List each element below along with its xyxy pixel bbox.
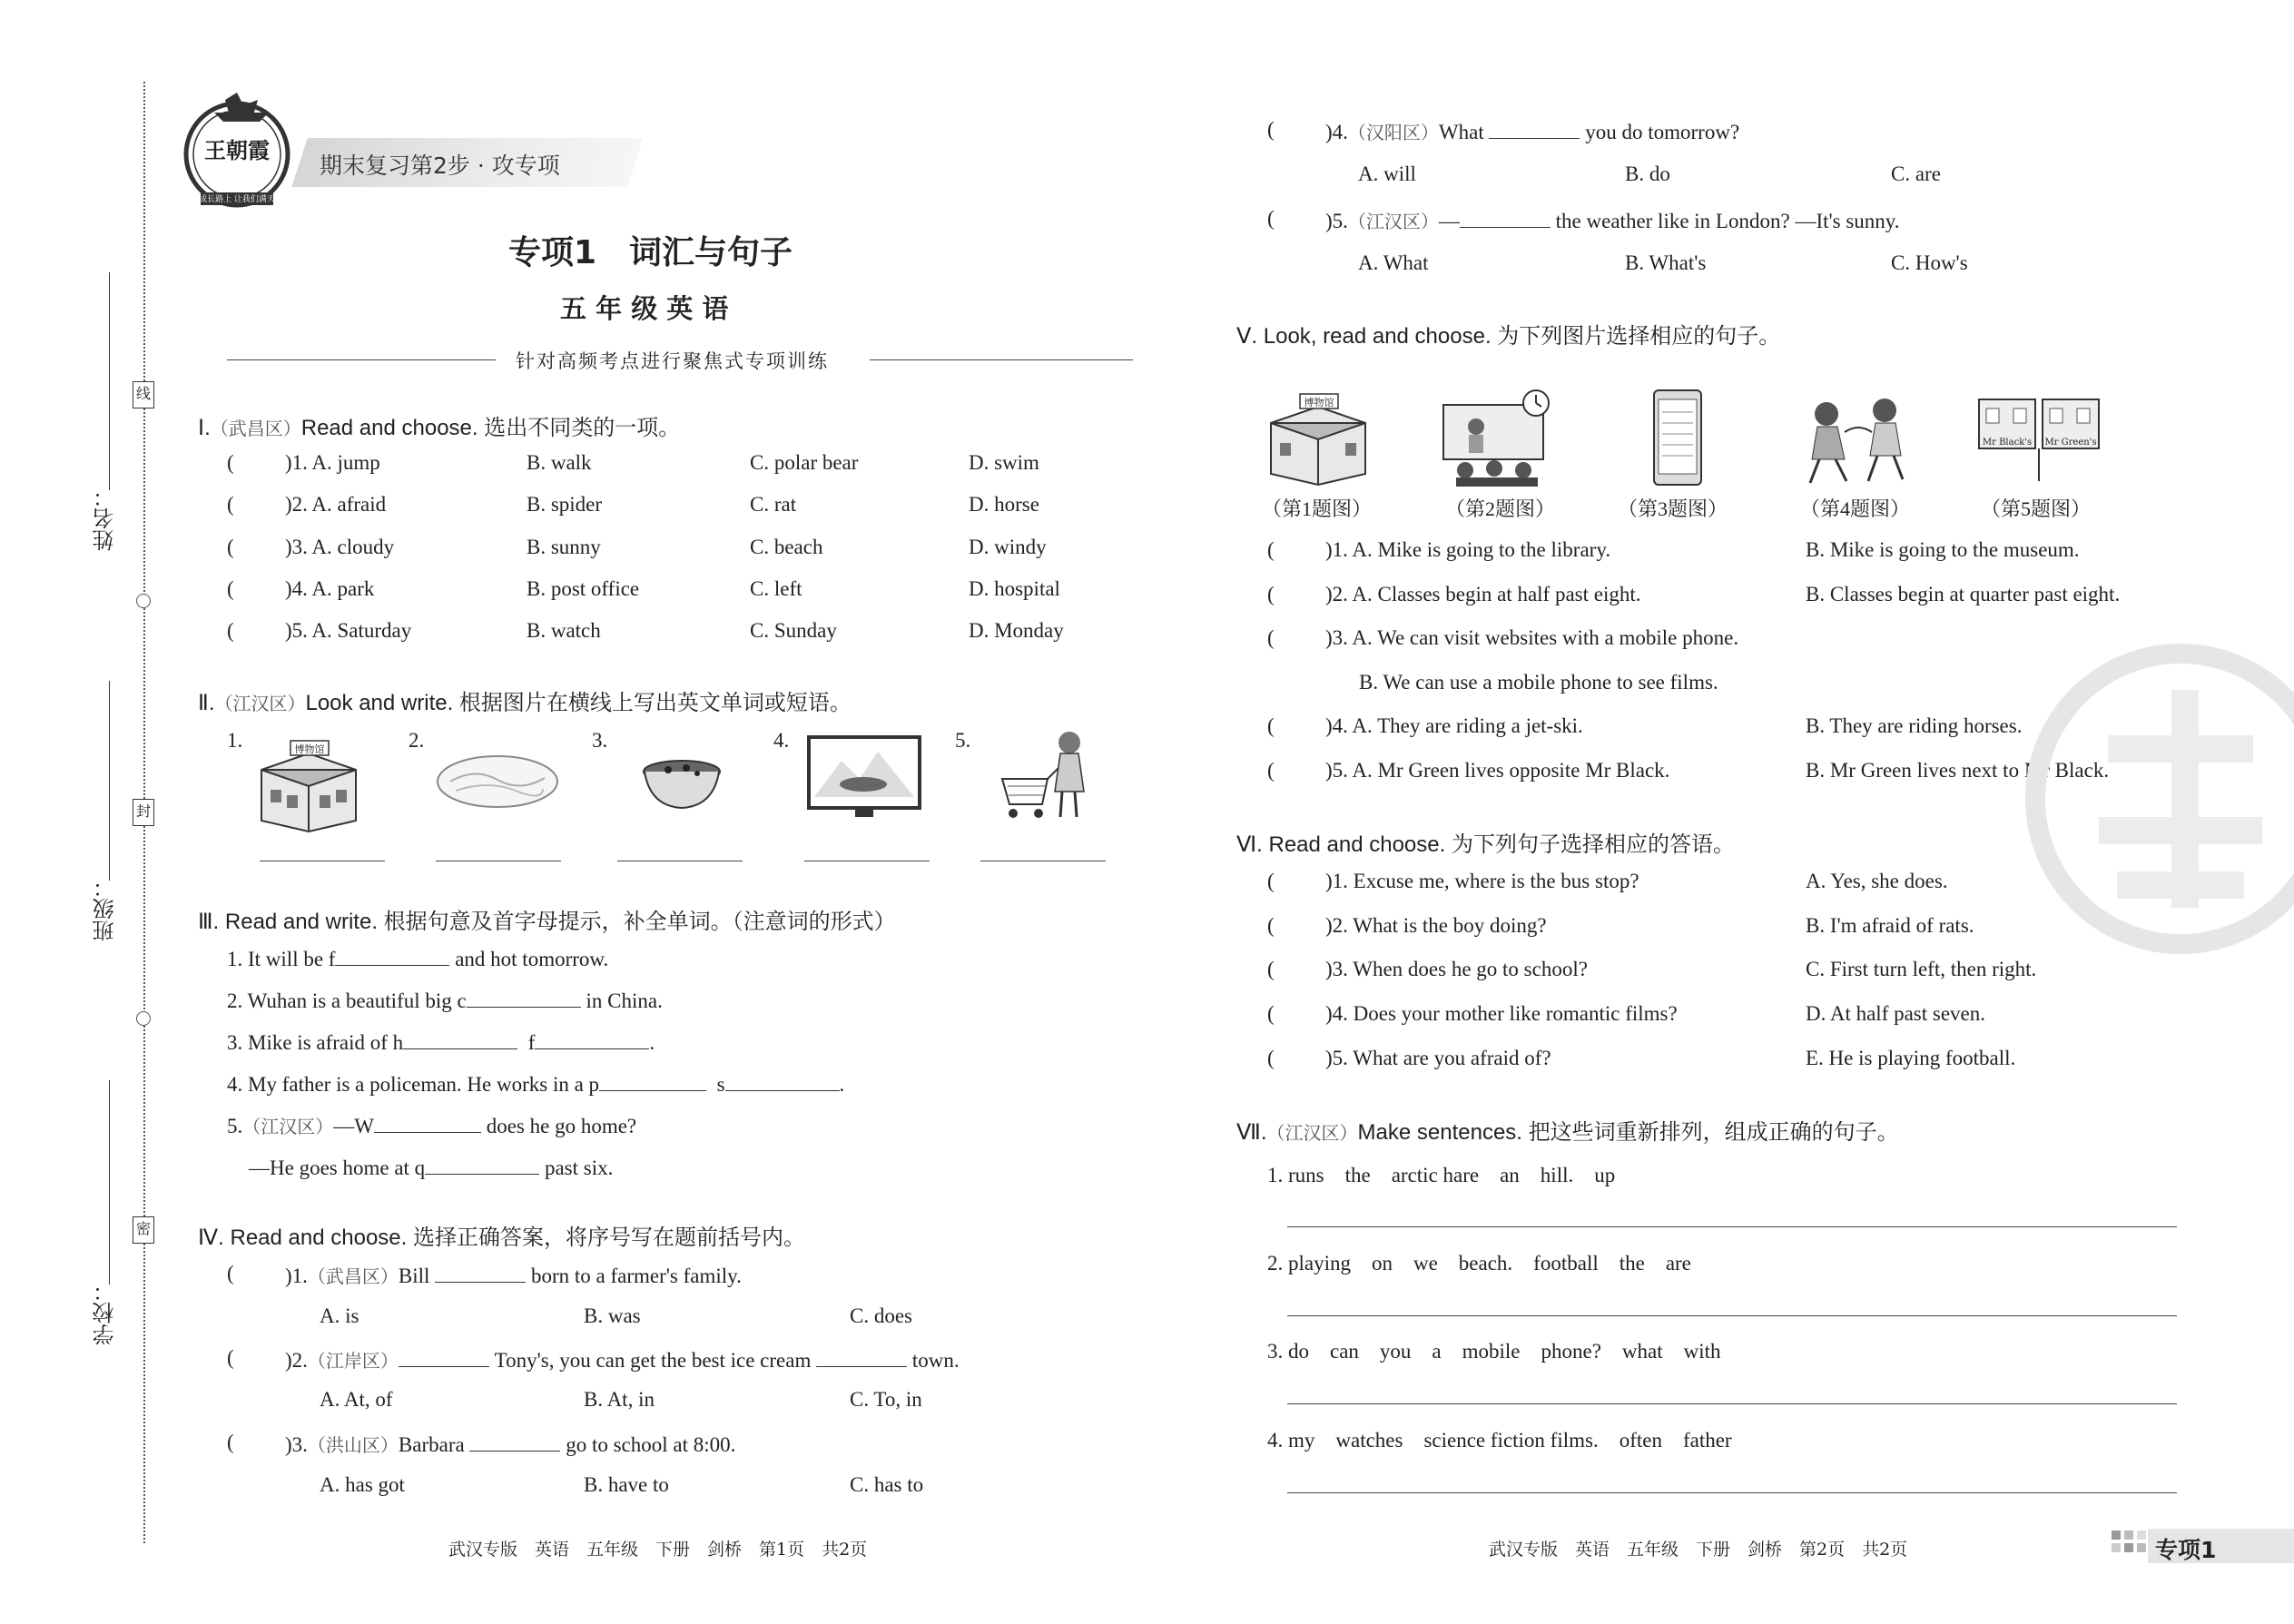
answer-paren[interactable]: ( <box>1267 118 1275 141</box>
s5-q1-a: )1. A. Mike is going to the library. <box>1325 538 1611 561</box>
s4-q3-opt-b: B. have to <box>584 1473 669 1496</box>
s4-q5-opt-a: A. What <box>1358 251 1429 274</box>
name-label: 姓名： <box>93 486 118 551</box>
s6-a4: D. At half past seven. <box>1806 1002 1986 1025</box>
s3-line-6 <box>249 1154 613 1180</box>
s3-l6-text: —He goes home at q <box>249 1156 426 1179</box>
s6-a1: A. Yes, she does. <box>1806 870 1948 892</box>
s6-q3: )3. When does he go to school? <box>1325 958 1588 980</box>
answer-paren[interactable]: ( <box>227 536 234 558</box>
s7-words-4: 4. my watches science fiction films. often father <box>1267 1429 1732 1452</box>
s3-l1-rest: and hot tomorrow. <box>455 948 609 970</box>
s3-l4-s: s <box>716 1073 725 1096</box>
s6-q2: )2. What is the boy doing? <box>1325 914 1547 937</box>
s4-q4-num: )4. <box>1325 121 1348 143</box>
s3-line-1 <box>227 945 608 971</box>
s4-q3 <box>285 1431 735 1457</box>
s6-a5: E. He is playing football. <box>1806 1047 2016 1069</box>
answer-paren[interactable]: ( <box>227 577 234 600</box>
s5-q1-b: B. Mike is going to the museum. <box>1806 538 2080 561</box>
s6-a3: C. First turn left, then right. <box>1806 958 2037 980</box>
s4-q5-opt-c: C. How's <box>1891 251 1968 274</box>
section4-heading <box>198 1219 805 1251</box>
binding-hole-1 <box>136 594 151 608</box>
school-label: 学校： <box>93 1280 118 1345</box>
s4-q2-num: )2. <box>285 1349 308 1372</box>
s5-houses-picture <box>1975 385 2102 487</box>
answer-paren[interactable]: ( <box>227 1431 234 1453</box>
tv-seal-picture <box>805 733 923 820</box>
corner-pattern-icon <box>2112 1530 2148 1561</box>
seal-char-feng: 封 <box>133 799 154 826</box>
section4-num: Ⅳ. <box>198 1225 224 1250</box>
section6-num: Ⅵ. <box>1236 832 1263 857</box>
school-line <box>109 1080 110 1284</box>
s3-blank[interactable] <box>535 1029 649 1049</box>
s4-q5-rest: the weather like in London? —It's sunny. <box>1555 210 1900 232</box>
s1-q4-c: C. left <box>750 577 802 600</box>
s5-q5-a: )5. A. Mr Green lives opposite Mr Black. <box>1325 759 1670 782</box>
s4-q3-rest: go to school at 8:00. <box>566 1433 736 1456</box>
watermark-seal-icon <box>2017 635 2294 962</box>
answer-paren[interactable]: ( <box>1267 207 1275 230</box>
section5-num: Ⅴ. <box>1236 324 1258 349</box>
section7-instruction: Make sentences. 把这些词重新排列，组成正确的句子。 <box>1357 1120 1899 1145</box>
s3-blank[interactable] <box>374 1112 481 1133</box>
s4-q2-opt-c: C. To, in <box>850 1388 922 1411</box>
logo-name: 王朝霞 <box>204 137 270 163</box>
supermarket-picture <box>995 726 1095 826</box>
s5-q3-b: B. We can use a mobile phone to see films. <box>1359 671 1718 694</box>
s3-blank[interactable] <box>467 987 581 1008</box>
answer-paren[interactable]: ( <box>1267 538 1275 561</box>
s5-phone-picture <box>1650 389 1705 488</box>
s4-q3-opt-c: C. has to <box>850 1473 924 1496</box>
s4-q2-opt-a: A. At, of <box>320 1388 393 1411</box>
s4-q4-rest: you do tomorrow? <box>1585 121 1740 143</box>
s7-answer-line-4[interactable] <box>1287 1492 2177 1493</box>
s3-blank[interactable] <box>403 1029 517 1049</box>
s1-q1-a: )1. A. jump <box>285 451 380 474</box>
answer-paren[interactable]: ( <box>1267 714 1275 737</box>
s4-q5 <box>1325 207 1900 233</box>
s3-blank[interactable] <box>599 1070 706 1091</box>
section3-instruction: Read and write. 根据句意及首字母提示，补全单词。（注意词的形式） <box>224 910 896 934</box>
s4-blank[interactable] <box>1460 207 1551 228</box>
s3-l6-rest: past six. <box>544 1156 614 1179</box>
answer-paren[interactable]: ( <box>1267 870 1275 892</box>
footer-right: 武汉专版 英语 五年级 下册 剑桥 第2页 共2页 <box>1489 1540 1908 1560</box>
s5-q5-b: B. Mr Green lives next to Mr Black. <box>1806 759 2110 782</box>
s3-l3-end: . <box>649 1031 655 1054</box>
s5-house-label-green: Mr Green's <box>2044 438 2097 448</box>
tagline-rule-right <box>870 359 1133 360</box>
answer-paren[interactable]: ( <box>1267 1047 1275 1069</box>
s3-l1-text: 1. It will be f <box>227 948 336 970</box>
section5-heading <box>1236 318 1780 349</box>
s2-num-1: 1. <box>227 729 243 752</box>
s5-caption-3: （第3题图） <box>1618 497 1728 520</box>
s1-q4-a: )4. A. park <box>285 577 375 600</box>
logo-slogan: 成长路上 让我们满天 <box>199 195 275 204</box>
s4-q5-dash: — <box>1438 210 1460 232</box>
answer-paren[interactable]: ( <box>227 619 234 642</box>
s4-q2 <box>285 1346 960 1373</box>
section1-num: Ⅰ. <box>198 416 211 440</box>
s4-q4 <box>1325 118 1739 144</box>
s6-q1: )1. Excuse me, where is the bus stop? <box>1325 870 1639 892</box>
answer-paren[interactable]: ( <box>1267 626 1275 649</box>
s1-q3-b: B. sunny <box>527 536 601 558</box>
answer-paren[interactable]: ( <box>1267 914 1275 937</box>
class-label: 班级： <box>93 876 118 941</box>
museum-picture <box>254 733 363 833</box>
s4-blank[interactable] <box>399 1346 489 1367</box>
s2-num-2: 2. <box>409 729 425 752</box>
s5-museum-picture <box>1264 387 1373 488</box>
answer-paren[interactable]: ( <box>1267 1002 1275 1025</box>
s7-answer-line-2[interactable] <box>1287 1315 2177 1316</box>
banner-text: 期末复习第2步 · 攻专项 <box>320 153 560 179</box>
s3-l4-end: . <box>839 1073 845 1096</box>
s1-q1-c: C. polar bear <box>750 451 859 474</box>
section1-instruction: Read and choose. 选出不同类的一项。 <box>300 416 681 440</box>
section1-heading <box>198 409 680 441</box>
s3-l3-f: f <box>527 1031 536 1054</box>
s1-q3-a: )3. A. cloudy <box>285 536 395 558</box>
s3-line-2 <box>227 987 663 1013</box>
s1-q2-d: D. horse <box>969 493 1039 516</box>
s4-q3-region: （洪山区） <box>307 1436 399 1456</box>
footer-left: 武汉专版 英语 五年级 下册 剑桥 第1页 共2页 <box>448 1540 868 1560</box>
section7-num: Ⅶ. <box>1236 1120 1267 1145</box>
s4-q2-region: （江岸区） <box>307 1352 399 1372</box>
answer-paren[interactable]: ( <box>1267 583 1275 605</box>
s4-q1 <box>285 1262 742 1288</box>
s1-q1-d: D. swim <box>969 451 1039 474</box>
tagline: 针对高频考点进行聚焦式专项训练 <box>516 350 829 372</box>
brand-logo <box>178 91 296 209</box>
s1-q3-d: D. windy <box>969 536 1047 558</box>
section6-heading <box>1236 826 1735 858</box>
s4-q5-opt-b: B. What's <box>1625 251 1707 274</box>
s4-q1-opt-c: C. does <box>850 1304 912 1327</box>
answer-paren[interactable]: ( <box>227 451 234 474</box>
s1-q5-c: C. Sunday <box>750 619 837 642</box>
s4-q2-opt-b: B. At, in <box>584 1388 655 1411</box>
s6-q5: )5. What are you afraid of? <box>1325 1047 1551 1069</box>
class-line <box>109 681 110 881</box>
answer-paren[interactable]: ( <box>1267 958 1275 980</box>
section3-heading <box>198 903 896 935</box>
s4-q4-region: （汉阳区） <box>1347 123 1439 143</box>
seal-char-mi: 密 <box>133 1216 154 1244</box>
s4-q4-opt-c: C. are <box>1891 162 1941 185</box>
s2-num-5: 5. <box>955 729 971 752</box>
s3-l5-text: —W <box>333 1115 374 1137</box>
s1-q5-d: D. Monday <box>969 619 1064 642</box>
tagline-rule-left <box>227 359 496 360</box>
s3-l5-num: 5. <box>227 1115 243 1137</box>
s5-q4-a: )4. A. They are riding a jet-ski. <box>1325 714 1583 737</box>
s4-q1-rest: born to a farmer's family. <box>530 1265 742 1287</box>
section7-heading <box>1236 1114 1899 1146</box>
soup-picture <box>641 752 723 815</box>
s3-l5-region: （江汉区） <box>242 1117 334 1137</box>
section2-num: Ⅱ. <box>198 691 215 715</box>
section5-instruction: Look, read and choose. 为下列图片选择相应的句子。 <box>1263 324 1781 349</box>
s4-q1-opt-b: B. was <box>584 1304 641 1327</box>
s1-q2-c: C. rat <box>750 493 797 516</box>
s7-words-2: 2. playing on we beach. football the are <box>1267 1252 1691 1275</box>
s4-q4-text: What <box>1438 121 1484 143</box>
s1-q1-b: B. walk <box>527 451 592 474</box>
s5-caption-2: （第2题图） <box>1445 497 1556 520</box>
s5-caption-4: （第4题图） <box>1800 497 1911 520</box>
s1-q5-a: )5. A. Saturday <box>285 619 412 642</box>
s5-house-label-black: Mr Black's <box>1982 438 2033 448</box>
footer-badge-text: 专项1 <box>2155 1537 2217 1563</box>
s3-blank[interactable] <box>335 945 449 966</box>
s3-l2-text: 2. Wuhan is a beautiful big c <box>227 989 467 1012</box>
s5-q2-b: B. Classes begin at quarter past eight. <box>1806 583 2121 605</box>
page-title: 专项1 词汇与句子 <box>508 234 793 271</box>
answer-paren[interactable]: ( <box>227 493 234 516</box>
s4-q4-opt-b: B. do <box>1625 162 1670 185</box>
s4-blank[interactable] <box>1489 118 1580 139</box>
s5-q2-a: )2. A. Classes begin at half past eight. <box>1325 583 1641 605</box>
answer-paren[interactable]: ( <box>227 1262 234 1284</box>
section7-region: （江汉区） <box>1266 1124 1358 1144</box>
s1-q4-d: D. hospital <box>969 577 1060 600</box>
name-line <box>109 272 110 490</box>
s3-line-3 <box>227 1029 655 1055</box>
s4-q5-num: )5. <box>1325 210 1348 232</box>
s5-children-picture <box>1790 387 1926 488</box>
page-subtitle: 五 年 级 英 语 <box>560 293 729 324</box>
s5-museum-sign: 博物馆 <box>1304 397 1334 408</box>
s1-q5-b: B. watch <box>527 619 601 642</box>
section1-region: （武昌区） <box>210 419 301 439</box>
s5-caption-5: （第5题图） <box>1981 497 2092 520</box>
s5-caption-1: （第1题图） <box>1262 497 1373 520</box>
s3-blank[interactable] <box>725 1070 840 1091</box>
s4-q1-region: （武昌区） <box>307 1267 399 1287</box>
section2-region: （江汉区） <box>214 694 306 714</box>
answer-paren[interactable]: ( <box>1267 759 1275 782</box>
s3-blank[interactable] <box>425 1154 539 1175</box>
s3-l4-text: 4. My father is a policeman. He works in a p <box>227 1073 600 1096</box>
s7-words-1: 1. runs the arctic hare an hill. up <box>1267 1164 1616 1186</box>
s2-num-4: 4. <box>773 729 790 752</box>
s4-q5-region: （江汉区） <box>1347 212 1439 232</box>
s4-q1-text: Bill <box>398 1265 430 1287</box>
s3-l2-rest: in China. <box>586 989 663 1012</box>
section6-instruction: Read and choose. 为下列句子选择相应的答语。 <box>1268 832 1735 857</box>
section4-instruction: Read and choose. 选择正确答案，将序号写在题前括号内。 <box>230 1225 805 1250</box>
s7-answer-line-3[interactable] <box>1287 1403 2177 1404</box>
lake-picture <box>434 749 561 812</box>
s4-q3-text: Barbara <box>398 1433 465 1456</box>
s7-words-3: 3. do can you a mobile phone? what with <box>1267 1340 1721 1363</box>
s7-answer-line-1[interactable] <box>1287 1226 2177 1227</box>
s4-q3-opt-a: A. has got <box>320 1473 405 1496</box>
binding-hole-2 <box>136 1011 151 1026</box>
s4-q2-rest: town. <box>911 1349 960 1372</box>
s4-blank[interactable] <box>469 1431 560 1452</box>
s6-q4: )4. Does your mother like romantic films? <box>1325 1002 1678 1025</box>
s1-q4-b: B. post office <box>527 577 640 600</box>
museum-sign: 博物馆 <box>294 743 325 755</box>
s4-q1-opt-a: A. is <box>320 1304 359 1327</box>
s1-q3-c: C. beach <box>750 536 823 558</box>
s3-l5-rest: does he go home? <box>486 1115 637 1137</box>
s3-line-5 <box>227 1112 636 1138</box>
s4-q3-num: )3. <box>285 1433 308 1456</box>
s5-q3-a: )3. A. We can visit websites with a mobile phone. <box>1325 626 1739 649</box>
section2-heading <box>198 684 852 716</box>
s4-q4-opt-a: A. will <box>1358 162 1416 185</box>
seal-char-xian: 线 <box>133 381 154 408</box>
section2-instruction: Look and write. 根据图片在横线上写出英文单词或短语。 <box>305 691 852 715</box>
s3-line-4 <box>227 1070 844 1097</box>
s5-classroom-picture <box>1438 387 1556 488</box>
s2-num-3: 3. <box>592 729 608 752</box>
s4-blank[interactable] <box>816 1346 907 1367</box>
answer-paren[interactable]: ( <box>227 1346 234 1369</box>
s4-q1-num: )1. <box>285 1265 308 1287</box>
s5-q4-b: B. They are riding horses. <box>1806 714 2023 737</box>
s4-blank[interactable] <box>435 1262 526 1283</box>
s1-q2-a: )2. A. afraid <box>285 493 387 516</box>
section3-num: Ⅲ. <box>198 910 220 934</box>
s1-q2-b: B. spider <box>527 493 603 516</box>
footer-badge <box>2148 1529 2294 1563</box>
s4-q2-text: Tony's, you can get the best ice cream <box>494 1349 812 1372</box>
s6-a2: B. I'm afraid of rats. <box>1806 914 1974 937</box>
s3-l3-text: 3. Mike is afraid of h <box>227 1031 404 1054</box>
